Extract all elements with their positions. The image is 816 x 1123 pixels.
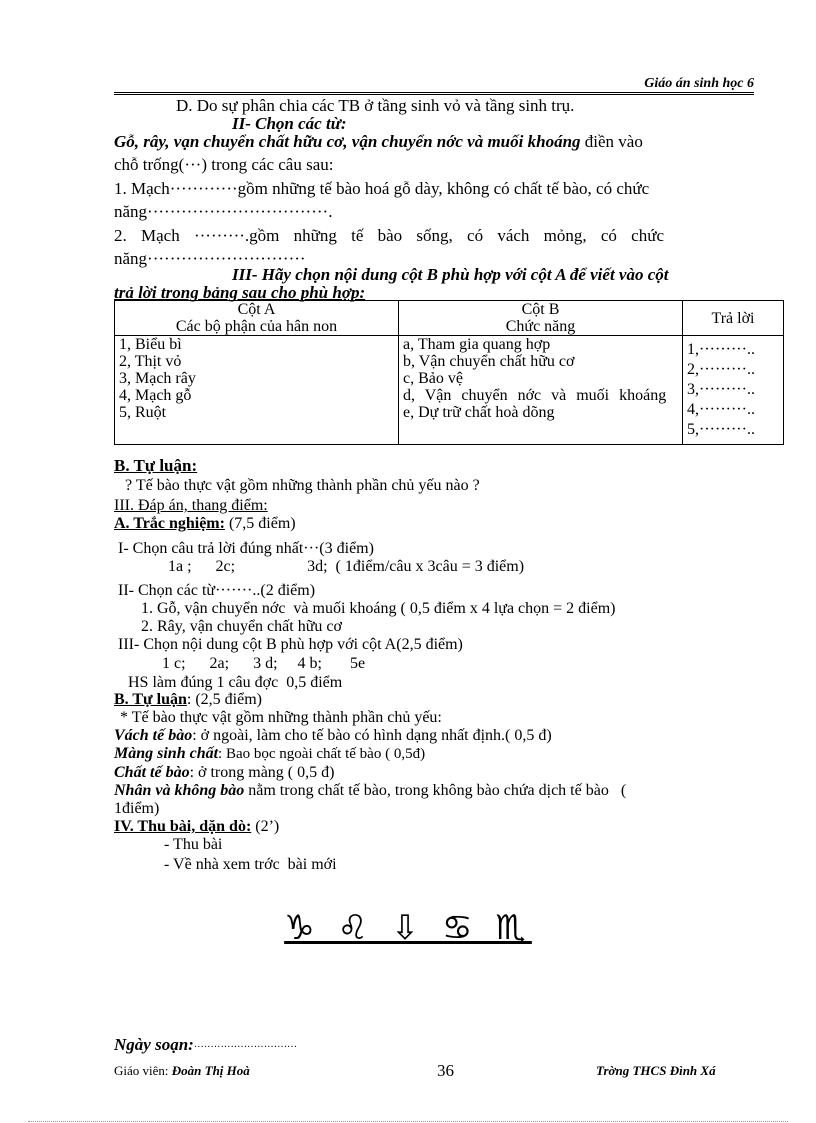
fill-words: Gỗ, rây, vạn chuyển chất hữu cơ, vận chuyển nớc và muối khoáng: [114, 132, 581, 151]
list-item: c, Bảo vệ: [403, 370, 463, 387]
list-item: 1, Biểu bì: [119, 336, 182, 353]
header-rule: [114, 92, 754, 95]
answers-b-title: B. Tự luận: [114, 691, 187, 708]
fill-instruction: [114, 132, 643, 152]
matching-table: [114, 300, 784, 445]
closing-time: (2’): [251, 818, 280, 835]
term: Màng sinh chất: [114, 745, 219, 762]
footer-school: [596, 1063, 716, 1079]
list-item: d, Vận chuyển nớc và muối khoáng: [403, 387, 667, 404]
desc: : ở trong màng ( 0,5 đ): [189, 764, 335, 781]
term: Vách tế bào: [114, 727, 193, 744]
answers-hs: HS làm đúng 1 câu đợc 0,5 điểm: [128, 674, 343, 691]
option-d: D. Do sự phân chia các TB ở tầng sinh vỏ và tầng sinh trụ.: [176, 96, 575, 115]
answers-a-score: (7,5 điểm): [224, 515, 296, 532]
section-2-title: II- Chọn các từ:: [232, 114, 347, 133]
term: Nhân và không bào: [114, 782, 245, 799]
closing-item-1: - Thu bài: [164, 836, 223, 853]
answers-title: III. Đáp án, thang điểm:: [114, 497, 268, 514]
answer-blank: 1,·········..: [687, 341, 755, 358]
answer-vach: [114, 727, 552, 745]
col-b-subheader: Chức năng: [399, 318, 683, 336]
term: Chất tế bào: [114, 764, 190, 781]
section-3-title: III- Hãy chọn nội dung cột B phù hợp với cột A để viết vào cột: [232, 265, 669, 284]
ngay-soan: [114, 1035, 297, 1055]
teacher-name: Đoàn Thị Hoà: [171, 1063, 250, 1078]
footer-divider: [28, 1121, 788, 1122]
page-header: Giáo án sinh học 6: [644, 76, 754, 91]
answers-b: [114, 691, 262, 709]
list-item: b, Vận chuyển chất hữu cơ: [403, 353, 575, 370]
list-item: 3, Mạch rây: [119, 370, 196, 387]
question-2: [114, 226, 777, 246]
answer-blank: 5,·········..: [687, 421, 755, 438]
desc: : ở ngoài, làm cho tế bào có hình dạng nhất định.( 0,5 đ): [192, 727, 552, 744]
answer-mang: [114, 745, 425, 763]
answers-ii-2: 2. Rây, vận chuyển chất hữu cơ: [141, 618, 342, 635]
answer-blank: 4,·········..: [687, 401, 755, 418]
list-item: 4, Mạch gỗ: [119, 387, 192, 404]
ngay-label: Ngày soạn:: [114, 1035, 194, 1054]
list-item: 5, Ruột: [119, 404, 167, 421]
answer-nhan-end: 1điểm): [114, 800, 160, 817]
question-2-text: 2. Mạch ·········.gồm những tế bào sống, có vách mỏng, có chức: [114, 226, 664, 245]
essay-title: B. Tự luận:: [114, 456, 198, 475]
list-item: a, Tham gia quang hợp: [403, 336, 551, 353]
desc: : Bao bọc ngoài chất tế bào ( 0,5đ): [218, 746, 426, 762]
answers-i-key: 1a ; 2c; 3d; ( 1điểm/câu x 3câu = 3 điểm): [168, 558, 525, 575]
section-3-title-cont: trả lời trong bảng sau cho phù hợp:: [114, 283, 366, 302]
list-item: 2, Thịt vỏ: [119, 353, 182, 370]
answers-i: I- Chọn câu trả lời đúng nhất···(3 điểm): [118, 540, 374, 557]
col-b-header: Cột B: [399, 301, 683, 319]
answer-chat: [114, 764, 334, 782]
fill-instruction-2: chỗ trống(···) trong các câu sau:: [114, 155, 334, 174]
symbol-row: ♑ ♌ ⇩ ♋ ♏: [284, 908, 532, 948]
question-1: 1. Mạch············gồm những tế bào hoá gỗ dày, không có chất tế bào, có chức: [114, 179, 650, 198]
col-a-subheader: Các bộ phận của hân non: [115, 318, 399, 336]
answers-b-intro: * Tế bào thực vật gồm những thành phần chủ yếu:: [120, 709, 442, 726]
desc: nằm trong chất tế bào, trong không bào chứa dịch tế bào (: [244, 782, 627, 799]
col-b-items: [399, 336, 683, 445]
closing-item-2: - Về nhà xem trớc bài mới: [164, 856, 337, 873]
closing-title: IV. Thu bài, dặn dò:: [114, 818, 252, 835]
answers-a: [114, 515, 296, 533]
question-1-cont: năng································.: [114, 202, 333, 221]
answers-b-score: : (2,5 điểm): [186, 691, 262, 708]
answers-a-title: A. Trắc nghiệm:: [114, 515, 225, 532]
closing-title-line: [114, 818, 279, 836]
footer-teacher: [114, 1063, 250, 1079]
fill-rest: điền vào: [580, 132, 643, 151]
school-label: Trờng: [596, 1063, 630, 1078]
col-a-header: Cột A: [115, 301, 399, 319]
question-2-cont: năng····························: [114, 249, 306, 268]
answers-ii-1: 1. Gỗ, vận chuyển nớc và muối khoáng ( 0,5 điểm x 4 lựa chọn = 2 điểm): [141, 600, 616, 617]
answers-iii-key: 1 c; 2a; 3 d; 4 b; 5e: [162, 655, 366, 672]
teacher-label: Giáo viên:: [114, 1063, 169, 1078]
answer-nhan: [114, 782, 626, 800]
col-c-items: [683, 336, 784, 445]
answers-ii: II- Chọn các từ·······..(2 điểm): [118, 582, 316, 599]
col-c-header: Trả lời: [683, 301, 784, 336]
col-a-items: [115, 336, 399, 445]
answer-blank: 3,·········..: [687, 381, 755, 398]
essay-question: ? Tế bào thực vật gồm những thành phần chủ yếu nào ?: [125, 477, 480, 494]
school-name: THCS Đình Xá: [632, 1063, 716, 1078]
list-item: e, Dự trữ chất hoà dõng: [403, 404, 555, 421]
ngay-dots: ·······························: [193, 1042, 298, 1053]
zodiac-symbols: [0, 908, 816, 948]
answers-iii: III- Chọn nội dung cột B phù hợp với cột A(2,5 điểm): [118, 636, 463, 653]
answer-blank: 2,·········..: [687, 361, 755, 378]
page-number: 36: [437, 1061, 454, 1080]
